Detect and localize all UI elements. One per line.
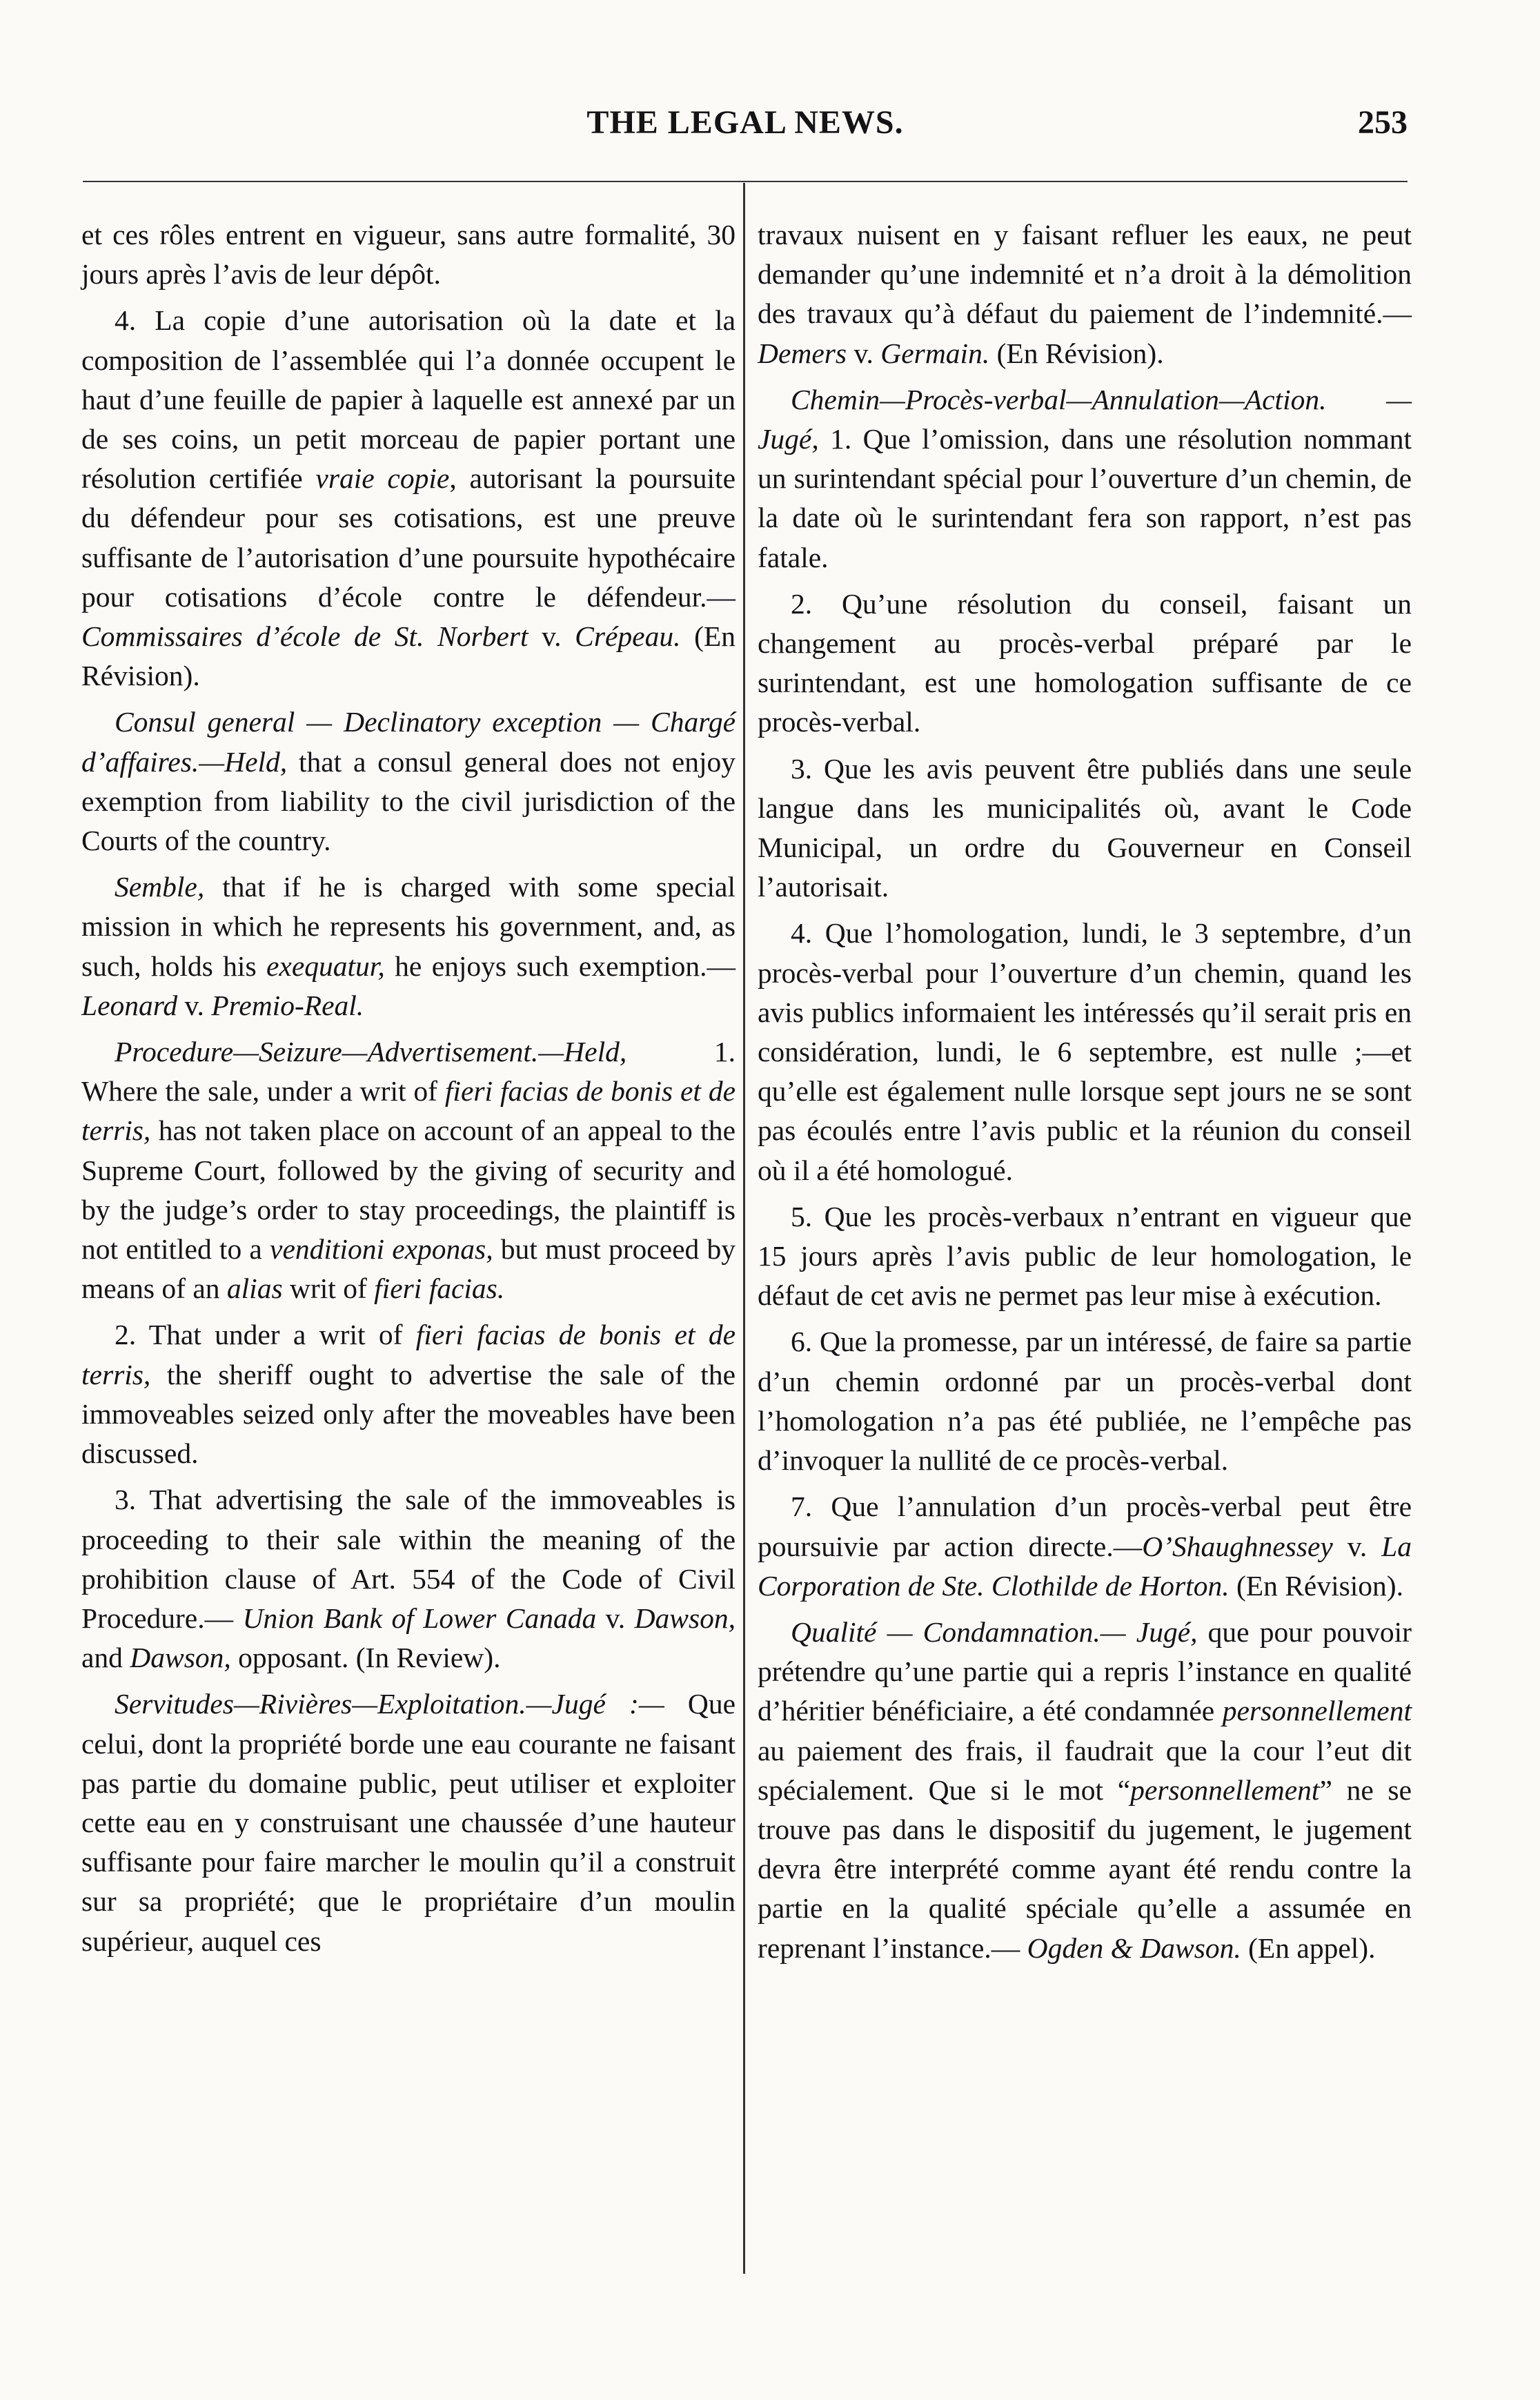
paragraph (81, 867, 736, 1025)
text-run: has not taken place on account of an appeal to the Supreme Court, followed by the giving of security and by the judge’s order to stay proceedings, the plaintiff is not entitled to a (81, 1114, 736, 1266)
text-run: v. (596, 1602, 635, 1634)
italic-text: Chemin—Procès-verbal—Annulation—Action. —Jugé, (758, 383, 1412, 455)
paragraph (81, 1315, 736, 1473)
paragraph (758, 584, 1412, 742)
text-run: but must proceed by means of an (81, 1233, 736, 1305)
text-run: ” ne se trouve pas dans le dispositif du jugement, le jugement devra être interprété comme ayant été rendu contre la partie en la qualité spéciale qu’elle a assumée en reprenant l’instance.— (758, 1773, 1412, 1964)
italic-text: personnellement (1130, 1773, 1320, 1806)
italic-text: venditioni exponas, (270, 1233, 493, 1266)
text-run: opposant. (In Review). (230, 1642, 501, 1674)
page-number: 253 (1358, 104, 1408, 141)
text-run: v. (177, 989, 212, 1021)
paragraph (81, 1480, 736, 1678)
text-run: 6. Que la promesse, par un intéressé, de faire sa partie d’un chemin ordonné par un procès-verbal dont l’homologation n’a pas été publiée, ne l’empêche pas d’invoquer la nullité de ce procès-verbal. (758, 1326, 1412, 1477)
journal-title: THE LEGAL NEWS. (586, 104, 904, 141)
text-run: Que celui, dont la propriété borde une eau courante ne faisant pas partie du domaine public, peut utiliser et exploiter cette eau en y construisant une chaussée d’une hauteur suffisante pour faire marcher le moulin qu’il a construit sur sa propriété; que le propriétaire d’un moulin supérieur, auquel ces (81, 1688, 736, 1957)
paragraph (758, 380, 1412, 578)
italic-text: fieri facias de bonis et de terris, (81, 1075, 736, 1147)
italic-text: Germain. (880, 337, 990, 369)
italic-text: Leonard (81, 989, 178, 1021)
italic-text: Crépeau. (575, 620, 681, 653)
text-run: 2. That under a writ of (115, 1319, 416, 1351)
paragraph (758, 749, 1412, 907)
paragraph (81, 301, 736, 696)
italic-text: Servitudes—Rivières—Exploitation.—Jugé :— (115, 1688, 664, 1720)
italic-text: Semble, (115, 871, 205, 903)
right-column (758, 215, 1412, 1975)
paragraph (81, 1684, 736, 1960)
italic-text: Procedure—Seizure—Advertisement.—Held, (115, 1036, 627, 1068)
text-run: (En Révision). (989, 337, 1164, 369)
italic-text: fieri facias. (374, 1272, 505, 1305)
text-run: that if he is charged with some special mission in which he represents his government, and, as such, holds his (81, 871, 736, 982)
italic-text: vraie copie (315, 462, 450, 495)
text-run: v. (1332, 1530, 1382, 1562)
italic-text: alias (226, 1272, 283, 1305)
text-run: v. (528, 620, 575, 653)
paragraph (81, 1032, 736, 1308)
italic-text: O’Shaughnessey (1142, 1530, 1333, 1562)
left-column (81, 215, 736, 1968)
italic-text: Dawson, (634, 1602, 736, 1634)
paragraph (81, 215, 736, 294)
text-run: v. (847, 337, 881, 369)
text-run: (En Révision). (1229, 1569, 1404, 1602)
italic-text: Consul general — Declinatory exception — Chargé d’affaires.—Held, (81, 706, 736, 778)
text-run: 1. Que l’omission, dans une résolution nommant un surintendant spécial pour l’ouverture d’un chemin, de la date où le surintendant fera son rapport, n’est pas fatale. (758, 423, 1412, 573)
text-run: and (81, 1642, 130, 1674)
paragraph (758, 1487, 1412, 1606)
text-run: que pour pouvoir prétendre qu’une partie qui a repris l’instance en qualité d’héritier bénéficiaire, a été condamnée (758, 1615, 1412, 1727)
italic-text: fieri facias de bonis et de terris, (81, 1319, 736, 1390)
header-rule (83, 181, 1408, 182)
text-run: 7. Que l’annulation d’un procès-verbal peut être poursuivie par action directe.— (758, 1491, 1412, 1562)
italic-text: personnellement (1222, 1695, 1412, 1727)
text-run: , autorisant la poursuite du défendeur pour ses cotisations, est une preuve suffisante de l’autorisation d’une poursuite hypothécaire pour cotisations d’école contre le défendeur.— (81, 462, 736, 613)
text-run: 3. That advertising the sale of the immoveables is proceeding to their sale within the meaning of the prohibition clause of Art. 554 of the Code of Civil Procedure.— (81, 1484, 736, 1634)
text-run: 2. Qu’une résolution du conseil, faisant un changement au procès-verbal préparé par le surintendant, est une homologation suffisante de ce procès-verbal. (758, 587, 1412, 738)
text-run: he enjoys such exemption.— (384, 950, 736, 982)
running-header (83, 104, 1408, 152)
paragraph (81, 702, 736, 860)
italic-text: Qualité — Condamnation.— Jugé, (791, 1615, 1198, 1648)
italic-text: La Corporation de Ste. Clothilde de Horton. (758, 1530, 1412, 1602)
paragraph (758, 914, 1412, 1190)
text-run: au paiement des frais, il faudrait que la cour l’eut dit spécialement. Que si le mot “ (758, 1734, 1412, 1806)
column-divider (743, 183, 745, 2274)
italic-text: exequatur, (266, 950, 385, 982)
italic-text: Commissaires d’école de St. Norbert (81, 620, 529, 653)
italic-text: Demers (758, 337, 847, 369)
paragraph (758, 1322, 1412, 1480)
text-run: the sheriff ought to advertise the sale of the immoveables seized only after the moveables have been discussed. (81, 1358, 736, 1470)
italic-text: Union Bank of Lower Canada (242, 1602, 597, 1634)
paragraph (758, 1613, 1412, 1968)
text-run: (En appel). (1241, 1931, 1376, 1964)
italic-text: Dawson, (130, 1642, 231, 1674)
text-run: 4. La copie d’une autorisation où la date et la composition de l’assemblée qui l’a donnée occupent le haut d’une feuille de papier à laquelle est annexé par un de ses coins, un petit morceau de papier portant une résolution certifiée (81, 304, 736, 495)
text-run: travaux nuisent en y faisant refluer les eaux, ne peut demander qu’une indemnité et n’a droit à la démolition des travaux qu’à défaut du paiement de l’indemnité.— (758, 219, 1412, 330)
text-run: 1. Where the sale, under a writ of (81, 1036, 736, 1108)
text-run: 4. Que l’homologation, lundi, le 3 septembre, d’un procès-verbal pour l’ouverture d’un chemin, quand les avis publics informaient les intéressés qu’il serait pris en considération, lundi, le 6 septembre, est nulle ;—et qu’elle est également nulle lorsque sept jours ne se sont pas écoulés entre l’avis public et la réunion du conseil où il a été homologué. (758, 917, 1412, 1186)
text-run: 3. Que les avis peuvent être publiés dans une seule langue dans les municipalités où, avant le Code Municipal, un ordre du Gouverneur en Conseil l’autorisait. (758, 752, 1412, 903)
text-run: that a consul general does not enjoy exemption from liability to the civil jurisdiction of the Courts of the country. (81, 745, 736, 857)
paragraph (758, 215, 1412, 373)
text-run: writ of (282, 1272, 375, 1305)
italic-text: Premio-Real. (211, 989, 364, 1021)
text-run: (En Révision). (81, 620, 736, 692)
text-run: 5. Que les procès-verbaux n’entrant en vigueur que 15 jours après l’avis public de leur homologation, le défaut de cet avis ne permet pas leur mise à exécution. (758, 1200, 1412, 1312)
paragraph (758, 1197, 1412, 1316)
text-run: et ces rôles entrent en vigueur, sans autre formalité, 30 jours après l’avis de leur dépôt. (81, 219, 736, 291)
italic-text: Ogden & Dawson. (1027, 1931, 1241, 1964)
